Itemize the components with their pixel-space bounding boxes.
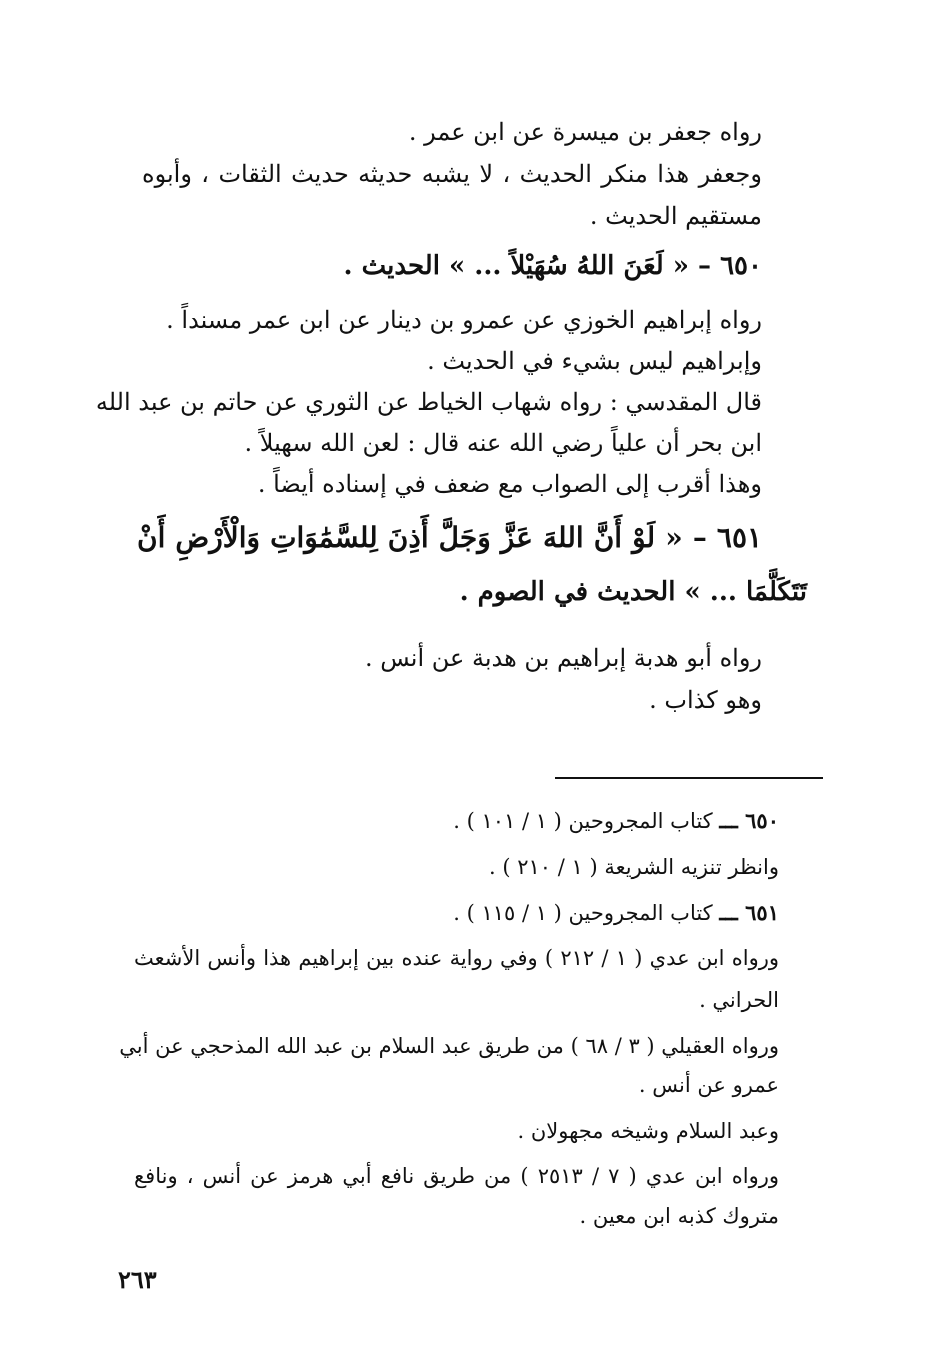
footnote-line: عمرو عن أنس . <box>638 1073 779 1097</box>
footnote-number: ٦٥٠ ـــ <box>719 808 779 833</box>
footnote-651 <box>453 898 779 928</box>
footnote-line: ورواه ابن عدي ( ١ / ٢١٢ ) وفي رواية عنده بين إبراهيم هذا وأنس الأشعث <box>134 946 780 970</box>
footnote-text: كتاب المجروحين ( ١ / ١١٥ ) . <box>453 901 713 925</box>
footnote-line: الحراني . <box>699 988 779 1012</box>
entry-title: « لَوْ أَنَّ اللهَ عَزَّ وَجَلَّ أَذِنَ لِلسَّمَٰوَاتِ وَالْأَرْضِ أَنْ <box>137 521 683 554</box>
body-line: قال المقدسي : رواه شهاب الخياط عن الثوري عن حاتم بن عبد الله <box>95 388 762 416</box>
body-line: رواه أبو هدبة إبراهيم بن هدبة عن أنس . <box>364 644 762 672</box>
body-line: رواه إبراهيم الخوزي عن عمرو بن دينار عن ابن عمر مسنداً . <box>166 306 762 334</box>
entry-title-continued <box>460 576 807 608</box>
footnote-text: كتاب المجروحين ( ١ / ١٠١ ) . <box>453 809 713 833</box>
body-line: وهو كذاب . <box>649 686 762 714</box>
footnote-divider <box>555 777 823 779</box>
footnote-line: ورواه ابن عدي ( ٧ / ٢٥١٣ ) من طريق نافع أبي هرمز عن أنس ، ونافع <box>134 1164 780 1188</box>
footnote-line: وانظر تنزيه الشريعة ( ١ / ٢١٠ ) . <box>489 855 779 879</box>
body-line: وجعفر هذا منكر الحديث ، لا يشبه حديثه حديث الثقات ، وأبوه <box>142 160 762 188</box>
body-line: ابن بحر أن علياً رضي الله عنه قال : لعن الله سهيلاً . <box>244 429 762 457</box>
body-line: مستقيم الحديث . <box>589 202 762 230</box>
footnote-line: وعبد السلام وشيخه مجهولان . <box>517 1119 779 1143</box>
entry-heading-651 <box>137 522 762 554</box>
footnote-number: ٦٥١ ـــ <box>719 900 779 925</box>
footnote-650 <box>453 806 779 836</box>
entry-number: ٦٥١ – <box>692 521 763 554</box>
entry-title-part: تَتَكَلَّمَا ... » الحديث في الصوم . <box>459 577 807 607</box>
body-line: وهذا أقرب إلى الصواب مع ضعف في إسناده أيضاً . <box>257 470 762 498</box>
body-line: وإبراهيم ليس بشيء في الحديث . <box>427 347 762 375</box>
entry-number: ٦٥٠ – <box>698 251 762 281</box>
footnote-line: ورواه العقيلي ( ٣ / ٦٨ ) من طريق عبد السلام بن عبد الله المذحجي عن أبي <box>119 1034 779 1058</box>
body-line: رواه جعفر بن ميسرة عن ابن عمر . <box>408 118 762 146</box>
page-number: ٢٦٣ <box>118 1265 157 1294</box>
footnote-line: متروك كذبه ابن معين . <box>579 1204 779 1228</box>
entry-heading-650 <box>343 250 762 282</box>
entry-title: « لَعَنَ اللهُ سُهَيْلاً ... » الحديث . <box>343 251 689 281</box>
